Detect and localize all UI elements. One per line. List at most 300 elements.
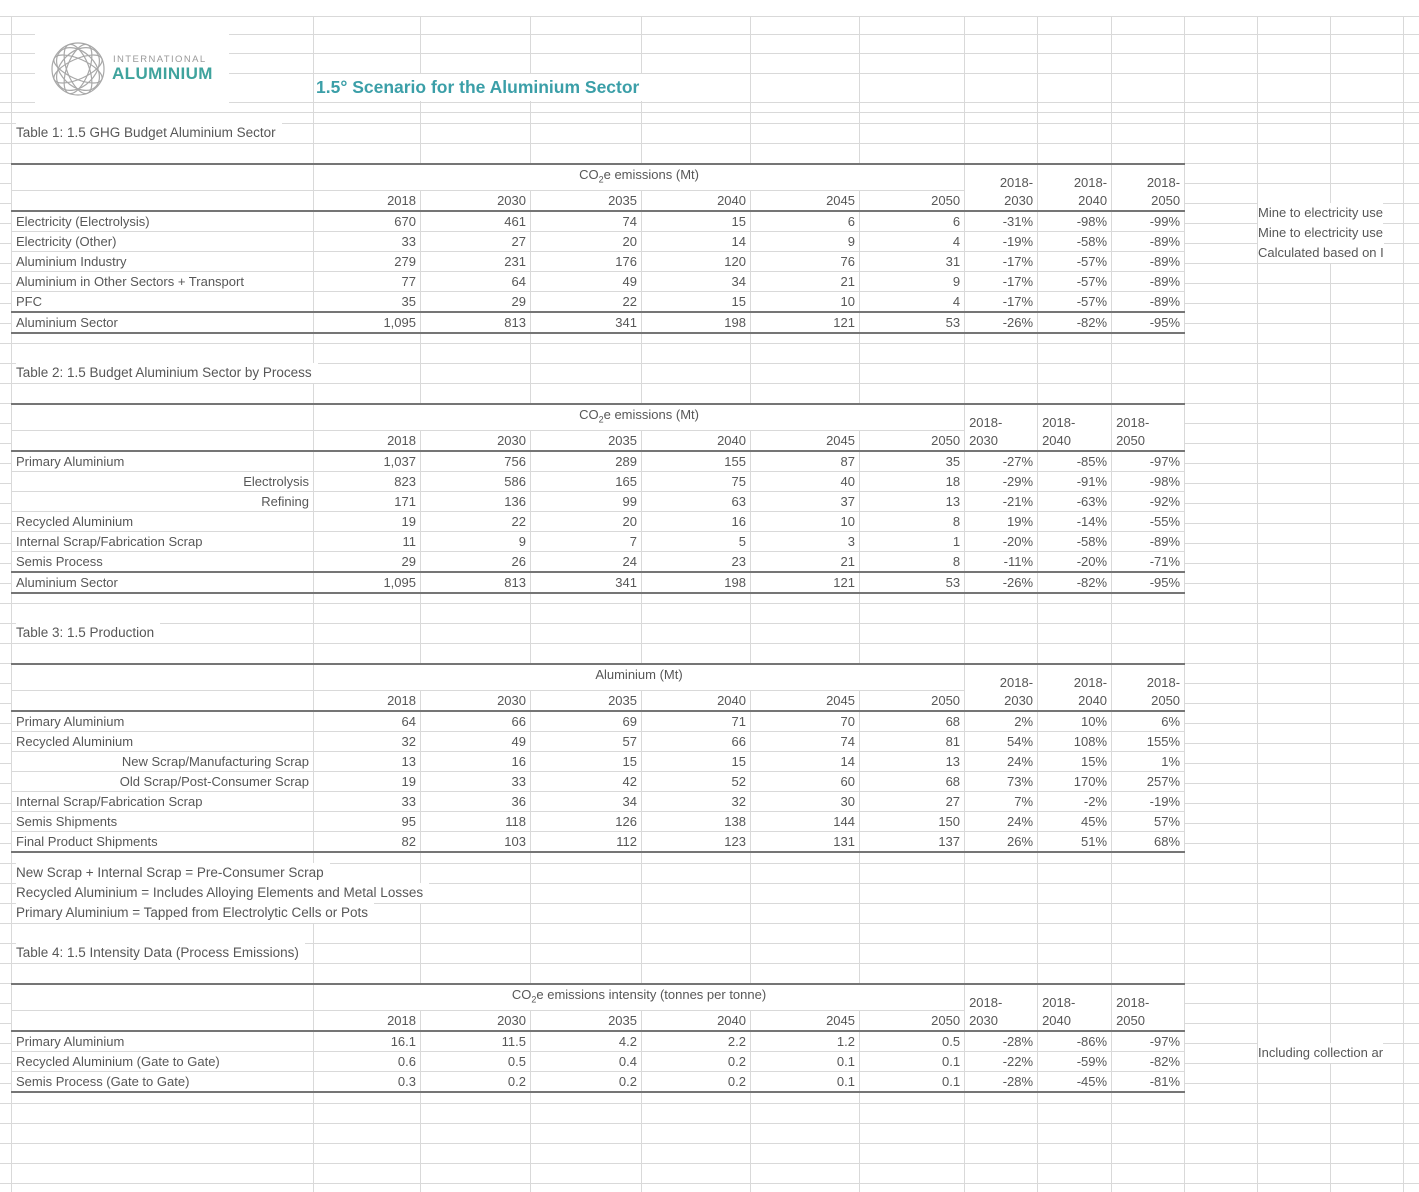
cell-value[interactable]: 13 (314, 751, 421, 771)
cell-value[interactable]: 57 (531, 731, 642, 751)
cell-value[interactable]: 32 (642, 791, 751, 811)
year-header[interactable]: 2040 (642, 1010, 751, 1031)
cell-value[interactable]: 1 (860, 531, 965, 551)
cell-value[interactable]: 176 (531, 251, 642, 271)
delta-value[interactable]: -99% (1112, 211, 1185, 232)
cell-value[interactable]: 35 (314, 291, 421, 312)
header-empty-cell[interactable] (12, 430, 314, 451)
delta-period-header[interactable] (965, 404, 1038, 451)
delta-value[interactable]: 108% (1038, 731, 1112, 751)
cell-value[interactable]: 16.1 (314, 1031, 421, 1052)
row-label[interactable]: PFC (12, 291, 314, 312)
delta-value[interactable]: 170% (1038, 771, 1112, 791)
cell-value[interactable]: 4 (860, 231, 965, 251)
cell-value[interactable]: 40 (751, 471, 860, 491)
year-header[interactable]: 2018 (314, 430, 421, 451)
delta-period-header[interactable] (1038, 664, 1112, 711)
cell-value[interactable]: 21 (751, 551, 860, 572)
cell-value[interactable]: 813 (421, 572, 531, 593)
cell-value[interactable]: 0.6 (314, 1051, 421, 1071)
delta-period-header[interactable] (1038, 984, 1112, 1031)
year-header[interactable]: 2045 (751, 690, 860, 711)
delta-value[interactable]: -28% (965, 1071, 1038, 1092)
year-header[interactable]: 2035 (531, 1010, 642, 1031)
cell-value[interactable]: 231 (421, 251, 531, 271)
header-empty-cell[interactable] (12, 664, 314, 690)
row-label[interactable]: Aluminium Industry (12, 251, 314, 271)
delta-value[interactable]: -89% (1112, 231, 1185, 251)
cell-value[interactable]: 150 (860, 811, 965, 831)
delta-value[interactable]: -97% (1112, 1031, 1185, 1052)
delta-value[interactable]: 54% (965, 731, 1038, 751)
delta-value[interactable]: -89% (1112, 271, 1185, 291)
cell-value[interactable]: 14 (642, 231, 751, 251)
delta-value[interactable]: -2% (1038, 791, 1112, 811)
cell-value[interactable]: 341 (531, 312, 642, 333)
cell-value[interactable]: 33 (314, 231, 421, 251)
cell-value[interactable]: 23 (642, 551, 751, 572)
delta-value[interactable]: 24% (965, 811, 1038, 831)
delta-value[interactable]: -22% (965, 1051, 1038, 1071)
cell-value[interactable]: 0.2 (421, 1071, 531, 1092)
cell-value[interactable]: 0.3 (314, 1071, 421, 1092)
year-header[interactable]: 2030 (421, 690, 531, 711)
row-label[interactable]: Electricity (Other) (12, 231, 314, 251)
cell-value[interactable]: 131 (751, 831, 860, 852)
cell-value[interactable]: 0.1 (751, 1071, 860, 1092)
cell-value[interactable]: 289 (531, 451, 642, 472)
cell-value[interactable]: 36 (421, 791, 531, 811)
cell-value[interactable]: 22 (421, 511, 531, 531)
delta-value[interactable]: -19% (1112, 791, 1185, 811)
year-header[interactable]: 2040 (642, 690, 751, 711)
year-header[interactable]: 2040 (642, 430, 751, 451)
cell-value[interactable]: 66 (421, 711, 531, 732)
delta-value[interactable]: -57% (1038, 271, 1112, 291)
cell-value[interactable]: 813 (421, 312, 531, 333)
cell-value[interactable]: 77 (314, 271, 421, 291)
delta-period-header[interactable] (1038, 404, 1112, 451)
logo-text-aluminium: ALUMINIUM (112, 64, 213, 83)
cell-value[interactable]: 0.5 (421, 1051, 531, 1071)
delta-value[interactable]: -63% (1038, 491, 1112, 511)
cell-value[interactable]: 99 (531, 491, 642, 511)
cell-value[interactable]: 14 (751, 751, 860, 771)
cell-value[interactable]: 16 (642, 511, 751, 531)
cell-value[interactable]: 1,095 (314, 572, 421, 593)
table-row (12, 231, 1185, 251)
delta-value[interactable]: -26% (965, 572, 1038, 593)
delta-value[interactable]: -82% (1038, 572, 1112, 593)
cell-value[interactable]: 123 (642, 831, 751, 852)
delta-value[interactable]: -92% (1112, 491, 1185, 511)
cell-value[interactable]: 63 (642, 491, 751, 511)
row-label[interactable]: Recycled Aluminium (Gate to Gate) (12, 1051, 314, 1071)
row-label[interactable]: Recycled Aluminium (12, 511, 314, 531)
cell-value[interactable]: 81 (860, 731, 965, 751)
cell-value[interactable]: 95 (314, 811, 421, 831)
year-header[interactable]: 2030 (421, 1010, 531, 1031)
delta-period-header[interactable] (965, 164, 1038, 211)
table-row (12, 811, 1185, 831)
cell-value[interactable]: 13 (860, 751, 965, 771)
delta-header-line2: 2040 (1042, 1012, 1071, 1028)
year-header[interactable]: 2050 (860, 690, 965, 711)
unit-header[interactable] (314, 664, 965, 690)
cell-value[interactable]: 10 (751, 291, 860, 312)
delta-value[interactable]: 7% (965, 791, 1038, 811)
delta-value[interactable]: -89% (1112, 531, 1185, 551)
table-row (12, 551, 1185, 572)
cell-value[interactable]: 120 (642, 251, 751, 271)
delta-header-line2: 2050 (1151, 192, 1181, 208)
data-table-1 (11, 163, 1185, 334)
delta-value[interactable]: -98% (1112, 471, 1185, 491)
delta-value[interactable]: -31% (965, 211, 1038, 232)
cell-value[interactable]: 13 (860, 491, 965, 511)
cell-value[interactable]: 4 (860, 291, 965, 312)
cell-value[interactable]: 121 (751, 312, 860, 333)
header-empty-cell[interactable] (12, 690, 314, 711)
delta-value[interactable]: -17% (965, 271, 1038, 291)
cell-value[interactable]: 171 (314, 491, 421, 511)
cell-value[interactable]: 121 (751, 572, 860, 593)
cell-value[interactable]: 0.2 (642, 1051, 751, 1071)
row-label[interactable]: New Scrap/Manufacturing Scrap (12, 751, 314, 771)
cell-value[interactable]: 10 (751, 511, 860, 531)
row-label[interactable]: Refining (12, 491, 314, 511)
cell-value[interactable]: 7 (531, 531, 642, 551)
year-header[interactable]: 2045 (751, 430, 860, 451)
cell-value[interactable]: 19 (314, 511, 421, 531)
delta-value[interactable]: -71% (1112, 551, 1185, 572)
table-row (12, 491, 1185, 511)
cell-value[interactable]: 198 (642, 312, 751, 333)
delta-value[interactable]: 73% (965, 771, 1038, 791)
unit-header[interactable] (314, 164, 965, 190)
row-label[interactable]: Primary Aluminium (12, 711, 314, 732)
delta-value[interactable]: 155% (1112, 731, 1185, 751)
cell-value[interactable]: 136 (421, 491, 531, 511)
year-header[interactable]: 2035 (531, 690, 642, 711)
delta-period-header[interactable] (1112, 164, 1185, 211)
cell-value[interactable]: 70 (751, 711, 860, 732)
delta-value[interactable]: 1% (1112, 751, 1185, 771)
delta-value[interactable]: -91% (1038, 471, 1112, 491)
header-empty-cell[interactable] (12, 164, 314, 190)
cell-value[interactable]: 35 (860, 451, 965, 472)
row-side-note: Mine to electricity use (1258, 223, 1383, 243)
delta-value[interactable]: -11% (965, 551, 1038, 572)
delta-value[interactable]: -17% (965, 291, 1038, 312)
row-label[interactable]: Aluminium Sector (12, 572, 314, 593)
year-header[interactable]: 2050 (860, 430, 965, 451)
cell-value[interactable]: 31 (860, 251, 965, 271)
cell-value[interactable]: 0.5 (860, 1031, 965, 1052)
delta-header-line1: 2018- (969, 994, 1003, 1010)
delta-value[interactable]: 19% (965, 511, 1038, 531)
delta-value[interactable]: 257% (1112, 771, 1185, 791)
row-label[interactable]: Semis Shipments (12, 811, 314, 831)
cell-value[interactable]: 29 (314, 551, 421, 572)
cell-value[interactable]: 1,037 (314, 451, 421, 472)
year-header[interactable]: 2030 (421, 190, 531, 211)
cell-value[interactable]: 18 (860, 471, 965, 491)
row-label[interactable]: Primary Aluminium (12, 451, 314, 472)
cell-value[interactable]: 60 (751, 771, 860, 791)
cell-value[interactable]: 8 (860, 511, 965, 531)
year-header[interactable]: 2018 (314, 690, 421, 711)
cell-value[interactable]: 0.1 (751, 1051, 860, 1071)
cell-value[interactable]: 33 (314, 791, 421, 811)
delta-header-line1: 2018- (1042, 994, 1076, 1010)
year-header[interactable]: 2035 (531, 430, 642, 451)
row-label[interactable]: Electricity (Electrolysis) (12, 211, 314, 232)
cell-value[interactable]: 42 (531, 771, 642, 791)
delta-period-header[interactable] (1112, 984, 1185, 1031)
cell-value[interactable]: 6 (751, 211, 860, 232)
delta-value[interactable]: -19% (965, 231, 1038, 251)
cell-value[interactable]: 126 (531, 811, 642, 831)
cell-value[interactable]: 30 (751, 791, 860, 811)
cell-value[interactable]: 74 (531, 211, 642, 232)
delta-value[interactable]: 10% (1038, 711, 1112, 732)
cell-value[interactable]: 29 (421, 291, 531, 312)
header-empty-cell[interactable] (12, 984, 314, 1010)
row-label[interactable]: Internal Scrap/Fabrication Scrap (12, 791, 314, 811)
cell-value[interactable]: 341 (531, 572, 642, 593)
delta-value[interactable]: -57% (1038, 291, 1112, 312)
row-label[interactable]: Internal Scrap/Fabrication Scrap (12, 531, 314, 551)
cell-value[interactable]: 27 (421, 231, 531, 251)
delta-value[interactable]: -55% (1112, 511, 1185, 531)
cell-value[interactable]: 15 (531, 751, 642, 771)
cell-value[interactable]: 74 (751, 731, 860, 751)
delta-value[interactable]: 51% (1038, 831, 1112, 852)
delta-period-header[interactable] (965, 664, 1038, 711)
delta-value[interactable]: -58% (1038, 231, 1112, 251)
cell-value[interactable]: 112 (531, 831, 642, 852)
cell-value[interactable]: 9 (860, 271, 965, 291)
cell-value[interactable]: 66 (642, 731, 751, 751)
cell-value[interactable]: 34 (531, 791, 642, 811)
cell-value[interactable]: 20 (531, 231, 642, 251)
gridline-horizontal (0, 343, 1419, 344)
table1-caption: Table 1: 1.5 GHG Budget Aluminium Sector (16, 123, 282, 143)
cell-value[interactable]: 75 (642, 471, 751, 491)
delta-value[interactable]: -27% (965, 451, 1038, 472)
cell-value[interactable]: 670 (314, 211, 421, 232)
cell-value[interactable]: 586 (421, 471, 531, 491)
row-label[interactable]: Aluminium in Other Sectors + Transport (12, 271, 314, 291)
delta-value[interactable]: -17% (965, 251, 1038, 271)
cell-value[interactable]: 49 (421, 731, 531, 751)
cell-value[interactable]: 64 (314, 711, 421, 732)
delta-value[interactable]: -81% (1112, 1071, 1185, 1092)
year-header[interactable]: 2040 (642, 190, 751, 211)
delta-header-line1: 2018- (999, 674, 1034, 690)
cell-value[interactable]: 0.2 (642, 1071, 751, 1092)
cell-value[interactable]: 87 (751, 451, 860, 472)
cell-value[interactable]: 69 (531, 711, 642, 732)
cell-value[interactable]: 37 (751, 491, 860, 511)
cell-value[interactable]: 2.2 (642, 1031, 751, 1052)
cell-value[interactable]: 11.5 (421, 1031, 531, 1052)
cell-value[interactable]: 165 (531, 471, 642, 491)
cell-value[interactable]: 144 (751, 811, 860, 831)
delta-value[interactable]: -29% (965, 471, 1038, 491)
year-header[interactable]: 2050 (860, 1010, 965, 1031)
unit-header[interactable] (314, 984, 965, 1010)
delta-value[interactable]: 15% (1038, 751, 1112, 771)
footnote-1: New Scrap + Internal Scrap = Pre-Consumer Scrap (16, 863, 330, 883)
cell-value[interactable]: 15 (642, 291, 751, 312)
row-label[interactable]: Electrolysis (12, 471, 314, 491)
cell-value[interactable]: 52 (642, 771, 751, 791)
row-label[interactable]: Aluminium Sector (12, 312, 314, 333)
gridline-horizontal (0, 143, 1419, 144)
cell-value[interactable]: 11 (314, 531, 421, 551)
cell-value[interactable]: 118 (421, 811, 531, 831)
row-label[interactable]: Recycled Aluminium (12, 731, 314, 751)
cell-value[interactable]: 1,095 (314, 312, 421, 333)
delta-value[interactable]: -14% (1038, 511, 1112, 531)
cell-value[interactable]: 0.1 (860, 1051, 965, 1071)
cell-value[interactable]: 68 (860, 711, 965, 732)
year-header[interactable]: 2050 (860, 190, 965, 211)
delta-value[interactable]: -57% (1038, 251, 1112, 271)
delta-value[interactable]: 2% (965, 711, 1038, 732)
cell-value[interactable]: 22 (531, 291, 642, 312)
cell-value[interactable]: 1.2 (751, 1031, 860, 1052)
cell-value[interactable]: 198 (642, 572, 751, 593)
delta-value[interactable]: -59% (1038, 1051, 1112, 1071)
delta-header-line2: 2030 (969, 432, 998, 448)
delta-value[interactable]: 24% (965, 751, 1038, 771)
delta-value[interactable]: -82% (1038, 312, 1112, 333)
delta-value[interactable]: -95% (1112, 312, 1185, 333)
year-header[interactable]: 2045 (751, 1010, 860, 1031)
delta-value[interactable]: -98% (1038, 211, 1112, 232)
cell-value[interactable]: 26 (421, 551, 531, 572)
cell-value[interactable]: 76 (751, 251, 860, 271)
cell-value[interactable]: 21 (751, 271, 860, 291)
cell-value[interactable]: 68 (860, 771, 965, 791)
delta-value[interactable]: -97% (1112, 451, 1185, 472)
delta-value[interactable]: -26% (965, 312, 1038, 333)
delta-value[interactable]: -89% (1112, 291, 1185, 312)
cell-value[interactable]: 24 (531, 551, 642, 572)
cell-value[interactable]: 20 (531, 511, 642, 531)
unit-text: e emissions (Mt) (603, 167, 699, 182)
delta-value[interactable]: -20% (1038, 551, 1112, 572)
cell-value[interactable]: 8 (860, 551, 965, 572)
delta-value[interactable]: -85% (1038, 451, 1112, 472)
header-empty-cell[interactable] (12, 190, 314, 211)
delta-value[interactable]: -86% (1038, 1031, 1112, 1052)
cell-value[interactable]: 9 (751, 231, 860, 251)
delta-value[interactable]: 68% (1112, 831, 1185, 852)
row-label[interactable]: Semis Process (Gate to Gate) (12, 1071, 314, 1092)
year-header[interactable]: 2030 (421, 430, 531, 451)
delta-value[interactable]: -21% (965, 491, 1038, 511)
row-label[interactable]: Primary Aluminium (12, 1031, 314, 1052)
cell-value[interactable]: 279 (314, 251, 421, 271)
year-header[interactable]: 2035 (531, 190, 642, 211)
unit-header[interactable] (314, 404, 965, 430)
cell-value[interactable]: 82 (314, 831, 421, 852)
delta-value[interactable]: 6% (1112, 711, 1185, 732)
cell-value[interactable]: 34 (642, 271, 751, 291)
unit-subscript: 2 (598, 414, 604, 425)
delta-value[interactable]: -82% (1112, 1051, 1185, 1071)
delta-value[interactable]: -58% (1038, 531, 1112, 551)
cell-value[interactable]: 53 (860, 572, 965, 593)
delta-period-header[interactable] (1112, 404, 1185, 451)
year-header[interactable]: 2018 (314, 190, 421, 211)
cell-value[interactable]: 16 (421, 751, 531, 771)
year-header[interactable]: 2045 (751, 190, 860, 211)
cell-value[interactable]: 15 (642, 751, 751, 771)
cell-value[interactable]: 49 (531, 271, 642, 291)
cell-value[interactable]: 137 (860, 831, 965, 852)
cell-value[interactable]: 3 (751, 531, 860, 551)
delta-period-header[interactable] (965, 984, 1038, 1031)
cell-value[interactable]: 19 (314, 771, 421, 791)
delta-value[interactable]: 57% (1112, 811, 1185, 831)
delta-period-header[interactable] (1112, 664, 1185, 711)
cell-value[interactable]: 155 (642, 451, 751, 472)
delta-value[interactable]: -95% (1112, 572, 1185, 593)
gridline-vertical (1403, 16, 1404, 1192)
year-header[interactable]: 2018 (314, 1010, 421, 1031)
delta-header-line2: 2050 (1116, 432, 1145, 448)
header-empty-cell[interactable] (12, 1010, 314, 1031)
delta-value[interactable]: -20% (965, 531, 1038, 551)
row-label[interactable]: Semis Process (12, 551, 314, 572)
cell-value[interactable]: 33 (421, 771, 531, 791)
cell-value[interactable]: 0.1 (860, 1071, 965, 1092)
cell-value[interactable]: 9 (421, 531, 531, 551)
row-label[interactable]: Old Scrap/Post-Consumer Scrap (12, 771, 314, 791)
cell-value[interactable]: 6 (860, 211, 965, 232)
delta-value[interactable]: -45% (1038, 1071, 1112, 1092)
header-empty-cell[interactable] (12, 404, 314, 430)
delta-value[interactable]: -28% (965, 1031, 1038, 1052)
cell-value[interactable]: 823 (314, 471, 421, 491)
cell-value[interactable]: 27 (860, 791, 965, 811)
cell-value[interactable]: 64 (421, 271, 531, 291)
cell-value[interactable]: 0.4 (531, 1051, 642, 1071)
cell-value[interactable]: 71 (642, 711, 751, 732)
cell-value[interactable]: 4.2 (531, 1031, 642, 1052)
delta-period-header[interactable] (1038, 164, 1112, 211)
cell-value[interactable]: 32 (314, 731, 421, 751)
cell-value[interactable]: 138 (642, 811, 751, 831)
delta-value[interactable]: 45% (1038, 811, 1112, 831)
cell-value[interactable]: 461 (421, 211, 531, 232)
delta-value[interactable]: 26% (965, 831, 1038, 852)
cell-value[interactable]: 5 (642, 531, 751, 551)
cell-value[interactable]: 53 (860, 312, 965, 333)
cell-value[interactable]: 103 (421, 831, 531, 852)
cell-value[interactable]: 0.2 (531, 1071, 642, 1092)
cell-value[interactable]: 756 (421, 451, 531, 472)
cell-value[interactable]: 15 (642, 211, 751, 232)
unit-subscript: 2 (598, 174, 604, 185)
delta-value[interactable]: -89% (1112, 251, 1185, 271)
row-label[interactable]: Final Product Shipments (12, 831, 314, 852)
